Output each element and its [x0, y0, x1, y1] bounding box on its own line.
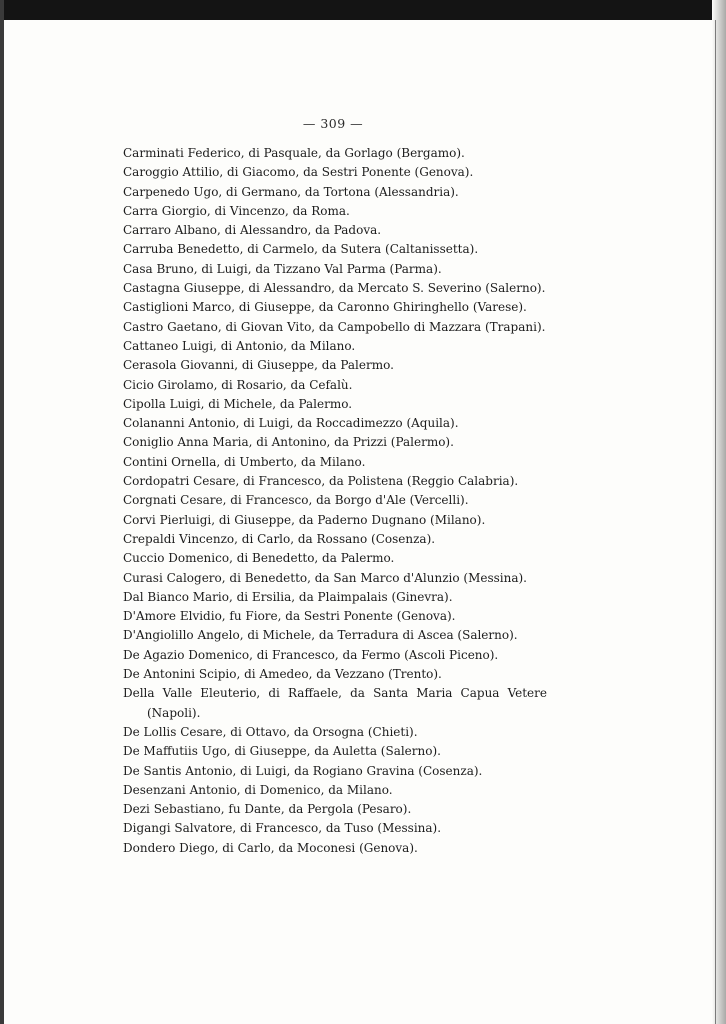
list-item: D'Amore Elvidio, fu Fiore, da Sestri Ponente (Genova). [123, 609, 456, 624]
list-item: Casa Bruno, di Luigi, da Tizzano Val Parma (Parma). [123, 261, 442, 276]
list-item: Corvi Pierluigi, di Giuseppe, da Paderno Dugnano (Milano). [123, 512, 486, 527]
list-item: Corgnati Cesare, di Francesco, da Borgo d'Ale (Vercelli). [123, 493, 469, 508]
list-item: De Agazio Domenico, di Francesco, da Fermo (Ascoli Piceno). [123, 647, 499, 662]
list-item: Cuccio Domenico, di Benedetto, da Palermo. [123, 551, 395, 566]
list-item: Carra Giorgio, di Vincenzo, da Roma. [123, 203, 350, 218]
list-item: Dondero Diego, di Carlo, da Moconesi (Genova). [123, 840, 418, 855]
list-item: De Santis Antonio, di Luigi, da Rogiano Gravina (Cosenza). [123, 763, 483, 778]
scan-top-border [0, 0, 726, 20]
list-item: Carpenedo Ugo, di Germano, da Tortona (Alessandria). [123, 184, 459, 199]
list-item: Cattaneo Luigi, di Antonio, da Milano. [123, 338, 356, 353]
list-item: Castagna Giuseppe, di Alessandro, da Mercato S. Severino (Salerno). [123, 281, 546, 296]
list-item: Contini Ornella, di Umberto, da Milano. [123, 454, 366, 469]
list-item: Desenzani Antonio, di Domenico, da Milano. [123, 782, 393, 797]
list-item: Caroggio Attilio, di Giacomo, da Sestri Ponente (Genova). [123, 165, 474, 180]
list-item: Dal Bianco Mario, di Ersilia, da Plaimpalais (Ginevra). [123, 589, 453, 604]
list-item: Crepaldi Vincenzo, di Carlo, da Rossano (Cosenza). [123, 531, 436, 546]
list-item: Cipolla Luigi, di Michele, da Palermo. [123, 396, 353, 411]
list-item: De Antonini Scipio, di Amedeo, da Vezzano (Trento). [123, 667, 442, 682]
list-item: D'Angiolillo Angelo, di Michele, da Terradura di Ascea (Salerno). [123, 628, 518, 643]
scan-left-border [0, 0, 4, 1024]
list-item: Digangi Salvatore, di Francesco, da Tuso (Messina). [123, 821, 442, 836]
list-item: Curasi Calogero, di Benedetto, da San Marco d'Alunzio (Messina). [123, 570, 527, 585]
list-item: Castiglioni Marco, di Giuseppe, da Caronno Ghiringhello (Varese). [123, 300, 527, 315]
list-item: Carminati Federico, di Pasquale, da Gorlago (Bergamo). [123, 146, 465, 160]
list-item: Coniglio Anna Maria, di Antonino, da Prizzi (Palermo). [123, 435, 454, 450]
list-item: Cerasola Giovanni, di Giuseppe, da Palermo. [123, 358, 394, 373]
list-item: Della Valle Eleuterio, di Raffaele, da Santa Maria Capua Vetere (Napoli). [123, 686, 547, 720]
list-item: De Maffutiis Ugo, di Giuseppe, da Auletta (Salerno). [123, 744, 441, 759]
list-item: Cordopatri Cesare, di Francesco, da Polistena (Reggio Calabria). [123, 474, 519, 489]
list-item: Colananni Antonio, di Luigi, da Roccadimezzo (Aquila). [123, 416, 459, 431]
list-item: Dezi Sebastiano, fu Dante, da Pergola (Pesaro). [123, 802, 412, 817]
list-item: De Lollis Cesare, di Ottavo, da Orsogna (Chieti). [123, 724, 418, 739]
list-item: Castro Gaetano, di Giovan Vito, da Campobello di Mazzara (Trapani). [123, 319, 546, 334]
list-item: Carraro Albano, di Alessandro, da Padova. [123, 223, 382, 238]
page-edge-line [715, 20, 716, 1024]
list-item: Carruba Benedetto, di Carmelo, da Sutera (Caltanissetta). [123, 242, 479, 257]
name-list [123, 144, 547, 858]
list-item: Cicio Girolamo, di Rosario, da Cefalù. [123, 377, 353, 392]
page-number: — 309 — [302, 116, 364, 131]
